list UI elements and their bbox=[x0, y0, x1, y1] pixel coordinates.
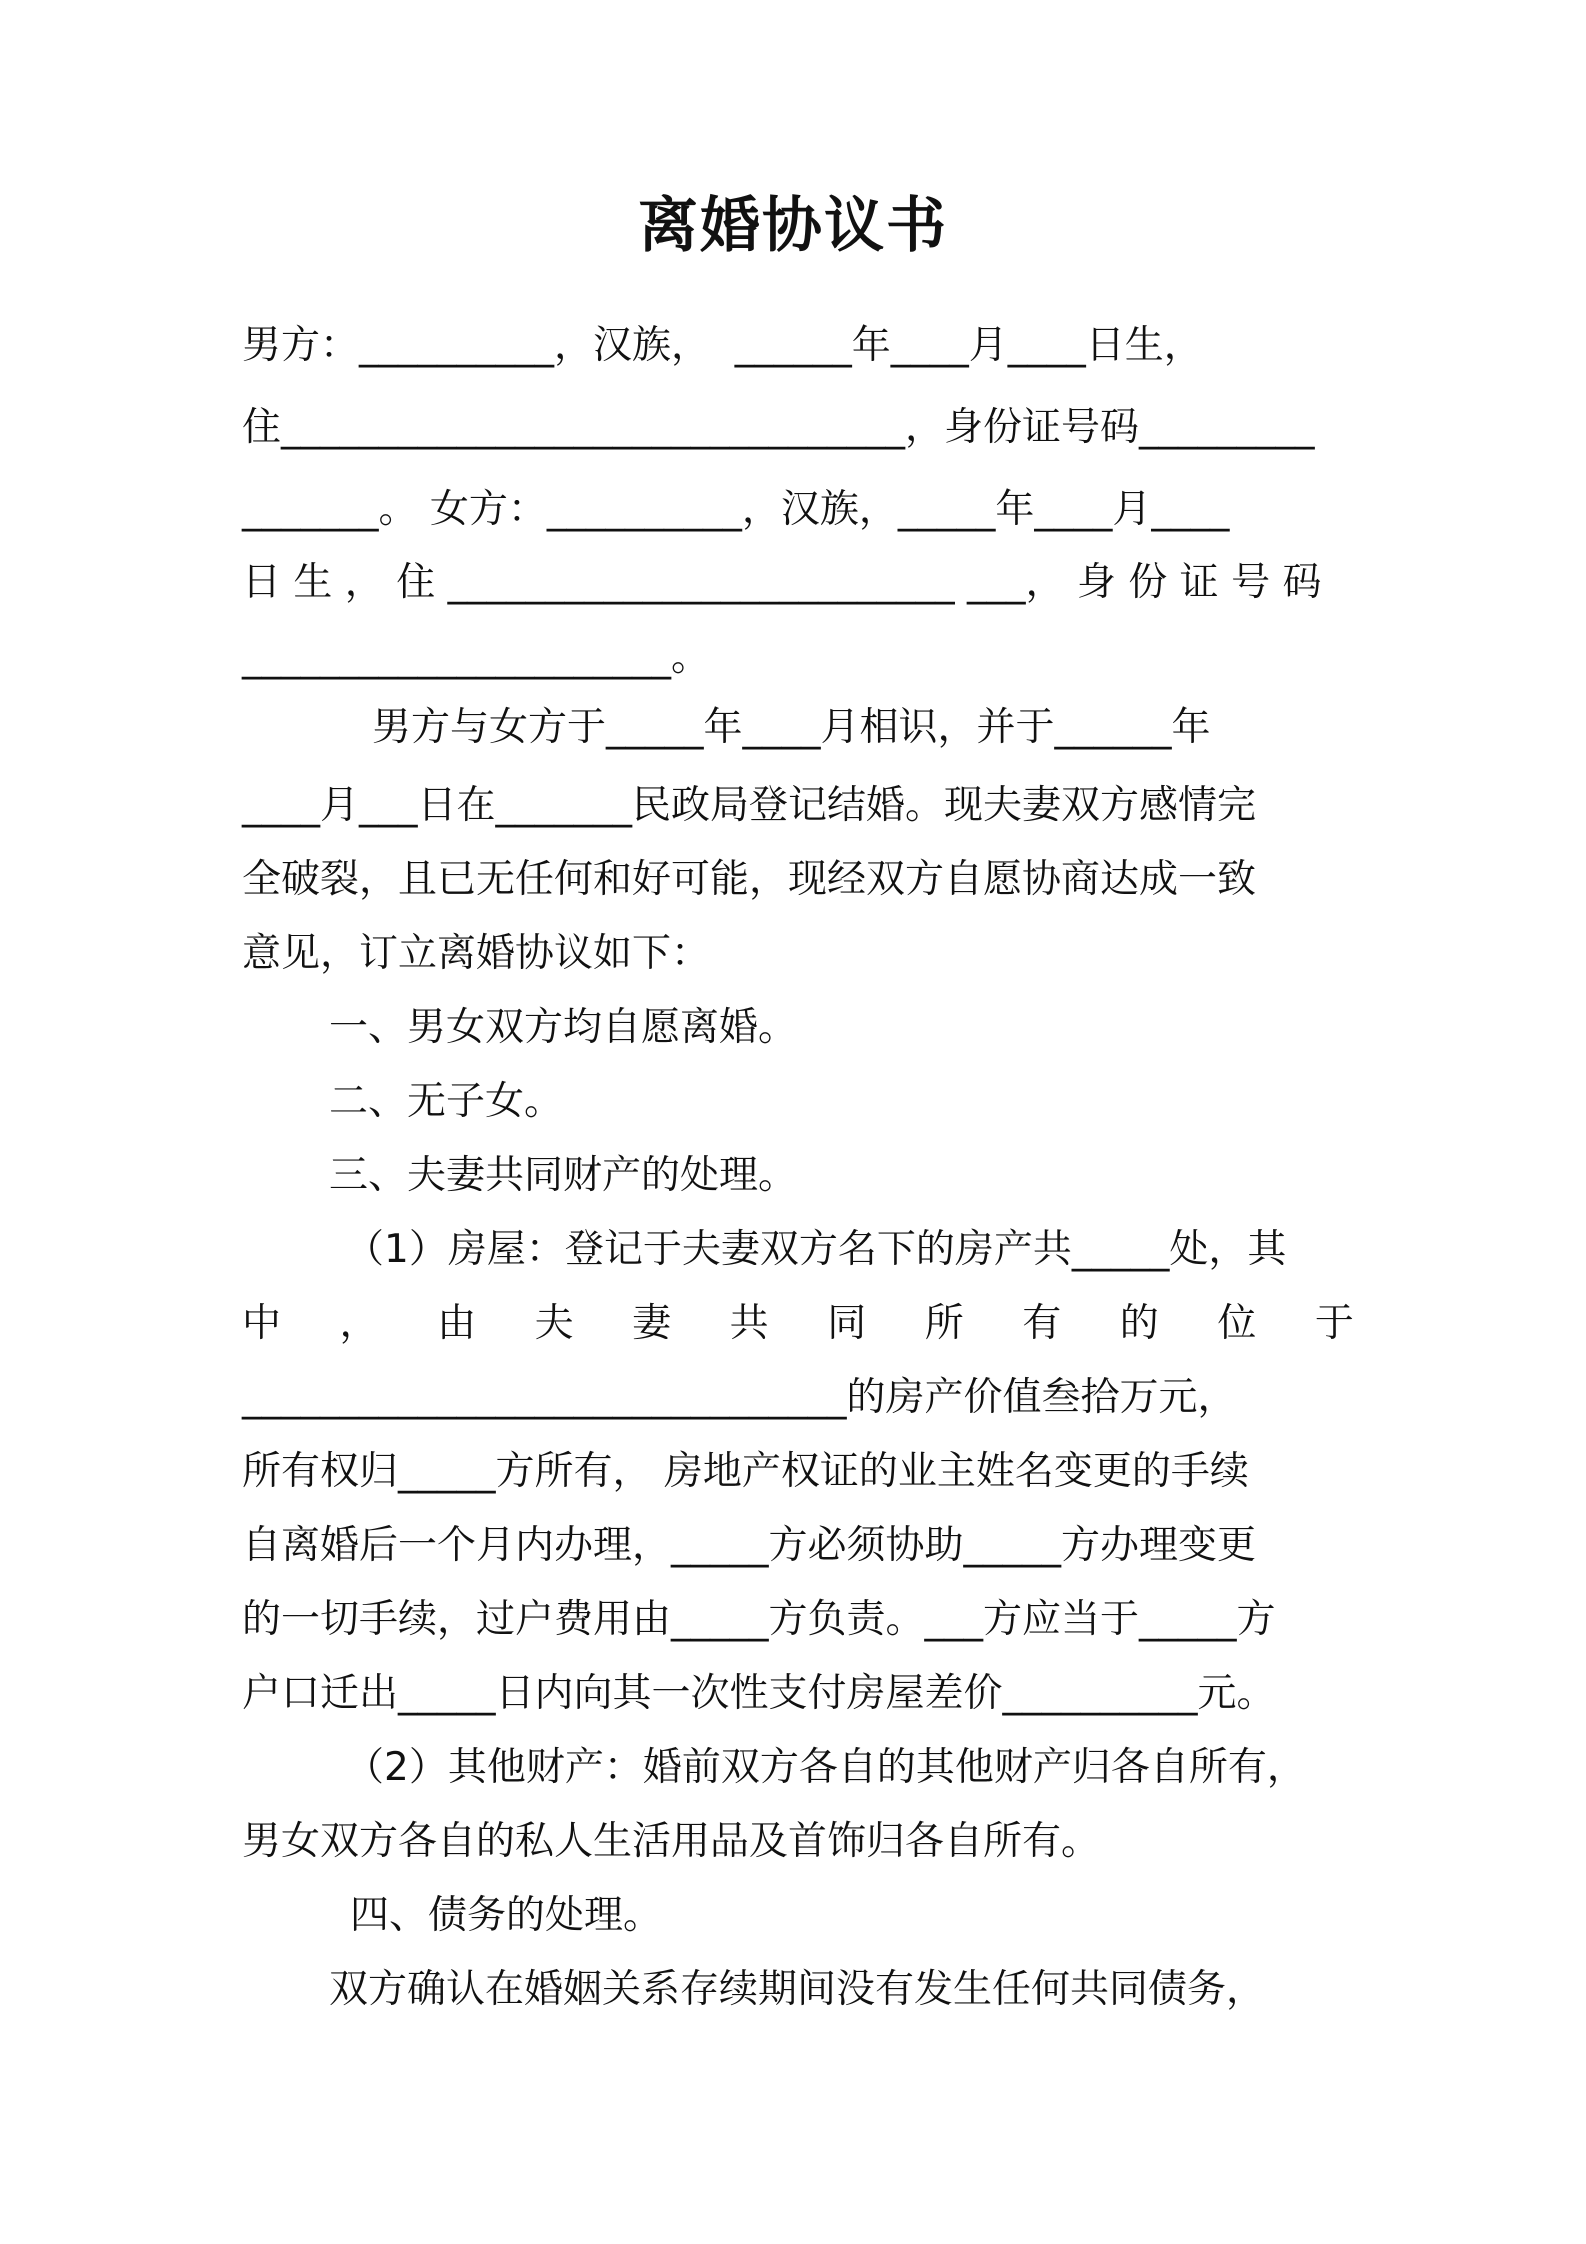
clause-two: 二、无子女。 bbox=[329, 1079, 564, 1124]
justified-char: 共 bbox=[729, 1301, 769, 1346]
justified-char: 夫 bbox=[534, 1301, 574, 1346]
justified-char: ， bbox=[339, 1301, 379, 1346]
price-difference-line: 户口迁出_____日内向其一次性支付房屋差价__________元。 bbox=[242, 1671, 1276, 1716]
other-property-line: （2）其他财产：婚前双方各自的其他财产归各自所有， bbox=[345, 1745, 1306, 1790]
marriage-registration-line: ____月___日在_______民政局登记结婚。现夫妻双方感情完 bbox=[242, 783, 1257, 828]
personal-items-line: 男女双方各自的私人生活用品及首饰归各自所有。 bbox=[242, 1819, 1101, 1864]
justified-char: 由 bbox=[437, 1301, 477, 1346]
debt-confirmation-line: 双方确认在婚姻关系存续期间没有发生任何共同债务， bbox=[329, 1967, 1266, 2012]
agreement-intro-line: 意见，订立离婚协议如下： bbox=[242, 931, 711, 976]
justified-char: 妻 bbox=[632, 1301, 672, 1346]
male-address-line: 住________________________________，身份证号码_________ bbox=[242, 405, 1315, 450]
clause-three: 三、夫妻共同财产的处理。 bbox=[329, 1153, 798, 1198]
justified-char: 于 bbox=[1314, 1301, 1354, 1346]
clause-one: 一、男女双方均自愿离婚。 bbox=[329, 1005, 798, 1050]
ownership-line: 所有权归_____方所有， 房地产权证的业主姓名变更的手续 bbox=[242, 1449, 1249, 1494]
justified-char: 所 bbox=[924, 1301, 964, 1346]
female-address-line: 日 生 ， 住 __________________________ ___， 身 份 证 号 码 bbox=[242, 560, 1322, 605]
clause-four: 四、债务的处理。 bbox=[350, 1893, 663, 1938]
female-id-line: ______________________。 bbox=[242, 635, 711, 680]
acquaintance-line: 男方与女方于_____年____月相识，并于______年 bbox=[372, 705, 1211, 750]
transfer-fee-line: 的一切手续，过户费用由_____方负责。___方应当于_____方 bbox=[242, 1597, 1276, 1642]
document-title: 离婚协议书 bbox=[638, 191, 948, 261]
female-party-line: _______。 女方：__________，汉族，_____年____月____ bbox=[242, 487, 1230, 532]
justified-char: 有 bbox=[1022, 1301, 1062, 1346]
justified-char: 的 bbox=[1119, 1301, 1159, 1346]
relationship-breakdown-line: 全破裂，且已无任何和好可能，现经双方自愿协商达成一致 bbox=[242, 857, 1257, 902]
property-house-line: （1）房屋：登记于夫妻双方名下的房产共_____处，其 bbox=[345, 1227, 1287, 1272]
justified-char: 位 bbox=[1217, 1301, 1257, 1346]
male-party-line: 男方：__________，汉族， ______年____月____日生， bbox=[242, 323, 1203, 368]
justified-char: 同 bbox=[827, 1301, 867, 1346]
transfer-procedure-line: 自离婚后一个月内办理，_____方必须协助_____方办理变更 bbox=[242, 1523, 1257, 1568]
property-owner-justified-line bbox=[242, 1296, 1354, 1352]
justified-char: 中 bbox=[242, 1301, 282, 1346]
property-value-line: _______________________________的房产价值叁拾万元， bbox=[242, 1375, 1237, 1420]
